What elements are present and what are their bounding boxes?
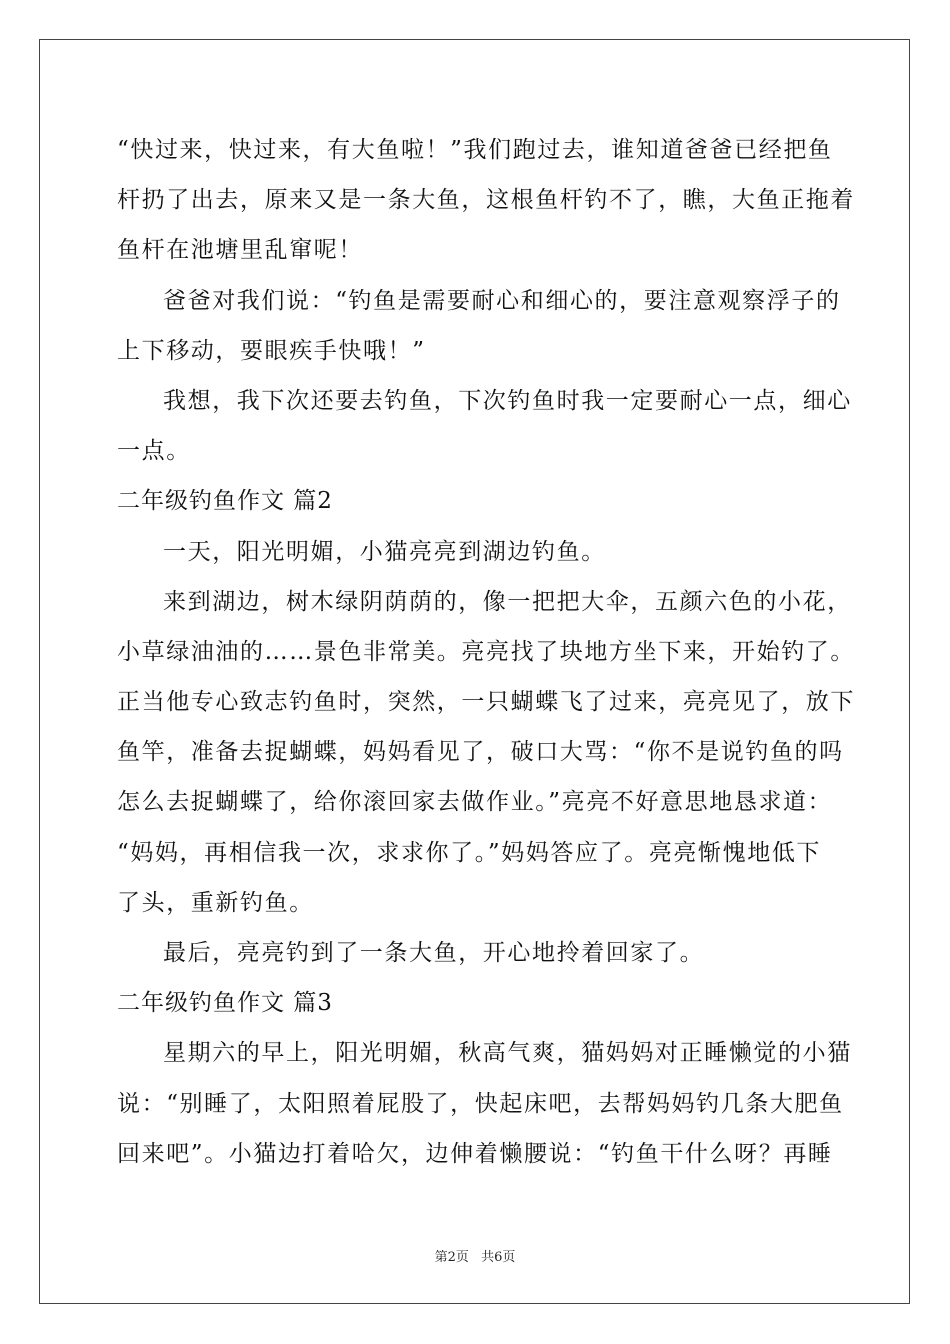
section-heading: 二年级钓鱼作文 篇2	[117, 488, 333, 515]
page-footer	[0, 1246, 950, 1265]
text-line: 星期六的早上，阳光明媚，秋高气爽，猫妈妈对正睡懒觉的小猫	[163, 1040, 852, 1067]
page-number: 第2页	[434, 1250, 469, 1265]
text-line: 回来吧”。小猫边打着哈欠，边伸着懒腰说：“钓鱼干什么呀？再睡	[117, 1140, 833, 1167]
text-line: 正当他专心致志钓鱼时，突然，一只蝴蝶飞了过来，亮亮见了，放下	[117, 689, 855, 716]
text-line: 一点。	[117, 438, 191, 465]
text-line: 一天，阳光明媚，小猫亮亮到湖边钓鱼。	[163, 538, 606, 565]
text-line: 爸爸对我们说：“钓鱼是需要耐心和细心的，要注意观察浮子的	[163, 287, 841, 314]
text-line: 来到湖边，树木绿阴荫荫的，像一把把大伞，五颜六色的小花，	[163, 588, 852, 615]
section-heading: 二年级钓鱼作文 篇3	[117, 990, 333, 1017]
text-line: 小草绿油油的……景色非常美。亮亮找了块地方坐下来，开始钓了。	[117, 638, 855, 665]
text-line: 最后，亮亮钓到了一条大鱼，开心地拎着回家了。	[163, 940, 705, 966]
text-line: “妈妈，再相信我一次，求求你了。”妈妈答应了。亮亮惭愧地低下	[117, 839, 822, 866]
text-line: 鱼竿，准备去捉蝴蝶，妈妈看见了，破口大骂：“你不是说钓鱼的吗	[117, 739, 844, 766]
text-line: “快过来，快过来，有大鱼啦！”我们跑过去，谁知道爸爸已经把鱼	[117, 137, 833, 163]
text-line: 上下移动，要眼疾手快哦！”	[117, 337, 426, 364]
document-body	[117, 125, 855, 1179]
total-pages: 共6页	[481, 1250, 516, 1265]
text-line: 鱼杆在池塘里乱窜呢！	[117, 237, 363, 264]
text-line: 杆扔了出去，原来又是一条大鱼，这根鱼杆钓不了，瞧，大鱼正拖着	[117, 187, 855, 214]
text-line: 了头，重新钓鱼。	[117, 889, 314, 916]
text-line: 说：“别睡了，太阳照着屁股了，快起床吧，去帮妈妈钓几条大肥鱼	[117, 1090, 844, 1117]
text-line: 我想，我下次还要去钓鱼，下次钓鱼时我一定要耐心一点，细心	[163, 387, 852, 414]
text-line: 怎么去捉蝴蝶了，给你滚回家去做作业。”亮亮不好意思地恳求道：	[117, 789, 833, 816]
